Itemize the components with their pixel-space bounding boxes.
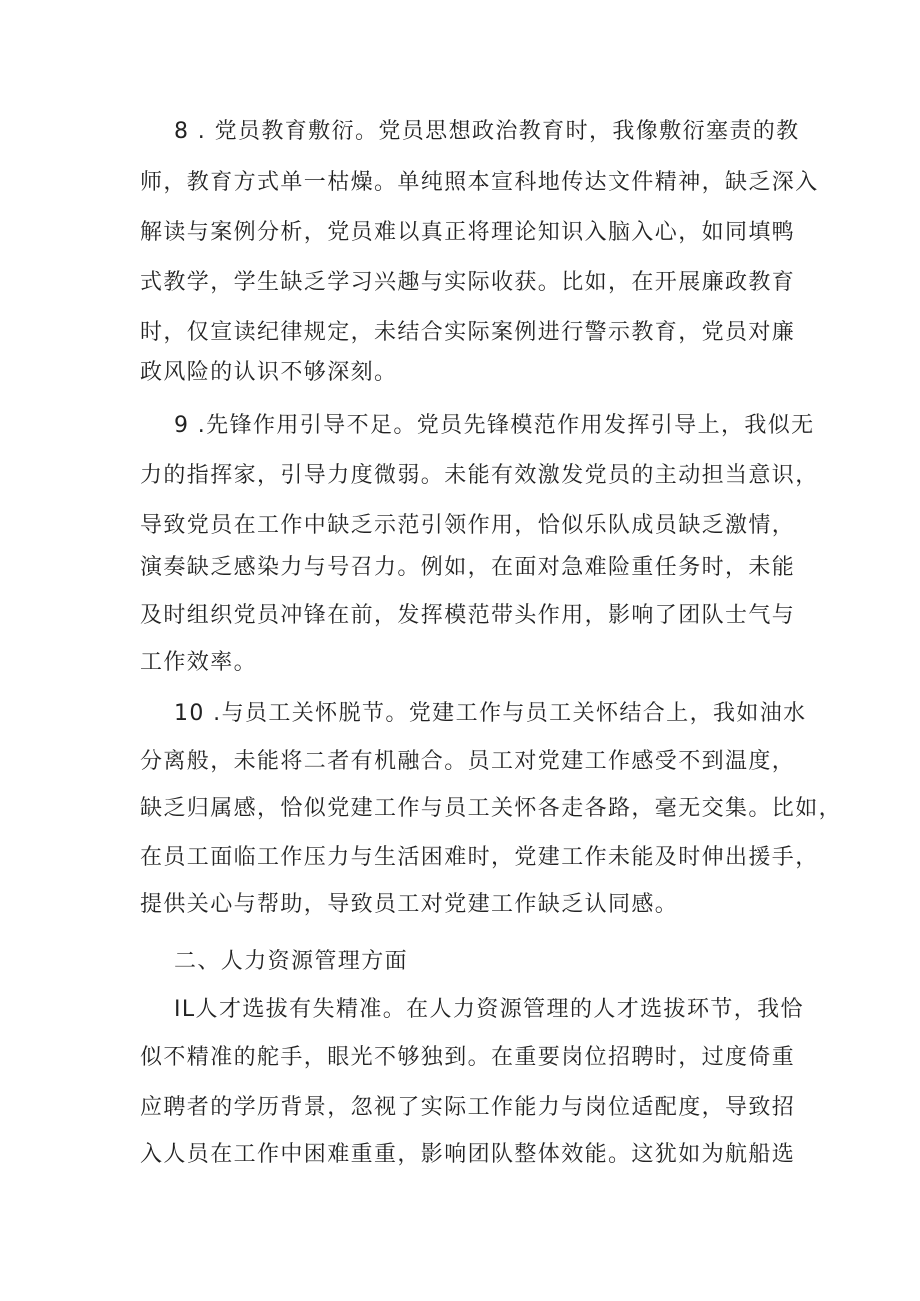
- paragraph-8-line-4: 式教学，学生缺乏学习兴趣与实际收获。比如，在开展廉政教育: [140, 270, 796, 295]
- paragraph-9-line-4: 演奏缺乏感染力与号召力。例如，在面对急难险重任务时，未能: [140, 555, 796, 580]
- paragraph-10-line-2: 分离般，未能将二者有机融合。员工对党建工作感受不到温度，: [140, 749, 796, 774]
- paragraph-8-line-5: 时，仅宣读纪律规定，未结合实际案例进行警示教育，党员对廉: [140, 320, 796, 345]
- paragraph-8-line-1: 8 . 党员教育敷衍。党员思想政治教育时，我像敷衍塞责的教: [174, 119, 800, 144]
- paragraph-8-line-3: 解读与案例分析，党员难以真正将理论知识入脑入心，如同填鸭: [140, 220, 796, 245]
- paragraph-11-line-4: 入人员在工作中困难重重，影响团队整体效能。这犹如为航船选: [140, 1142, 796, 1167]
- paragraph-11-line-2: 似不精准的舵手，眼光不够独到。在重要岗位招聘时，过度倚重: [140, 1045, 796, 1070]
- paragraph-11-line-1: IL人才选拔有失精准。在人力资源管理的人才选拔环节，我恰: [174, 997, 804, 1022]
- paragraph-9-line-2: 力的指挥家，引导力度微弱。未能有效激发党员的主动担当意识，: [140, 463, 819, 488]
- paragraph-8-line-6: 政风险的认识不够深刻。: [140, 360, 398, 385]
- paragraph-9-line-6: 工作效率。: [140, 650, 258, 675]
- paragraph-8-line-2: 师，教育方式单一枯燥。单纯照本宣科地传达文件精神，缺乏深入: [140, 170, 819, 195]
- paragraph-10-line-4: 在员工面临工作压力与生活困难时，党建工作未能及时伸出援手，: [140, 845, 819, 870]
- section-heading: 二、人力资源管理方面: [174, 949, 409, 974]
- paragraph-10-line-5: 提供关心与帮助，导致员工对党建工作缺乏认同感。: [140, 892, 679, 917]
- paragraph-11-line-3: 应聘者的学历背景，忽视了实际工作能力与岗位适配度，导致招: [140, 1095, 796, 1120]
- paragraph-9-line-1: 9 .先锋作用引导不足。党员先锋模范作用发挥引导上，我似无: [174, 413, 815, 438]
- paragraph-9-line-3: 导致党员在工作中缺乏示范引领作用，恰似乐队成员缺乏激情，: [140, 513, 796, 538]
- paragraph-10-line-1: 10 .与员工关怀脱节。党建工作与员工关怀结合上，我如油水: [174, 701, 807, 726]
- paragraph-9-line-5: 及时组织党员冲锋在前，发挥模范带头作用，影响了团队士气与: [140, 603, 796, 628]
- paragraph-10-line-3: 缺乏归属感，恰似党建工作与员工关怀各走各路，毫无交集。比如，: [140, 796, 843, 821]
